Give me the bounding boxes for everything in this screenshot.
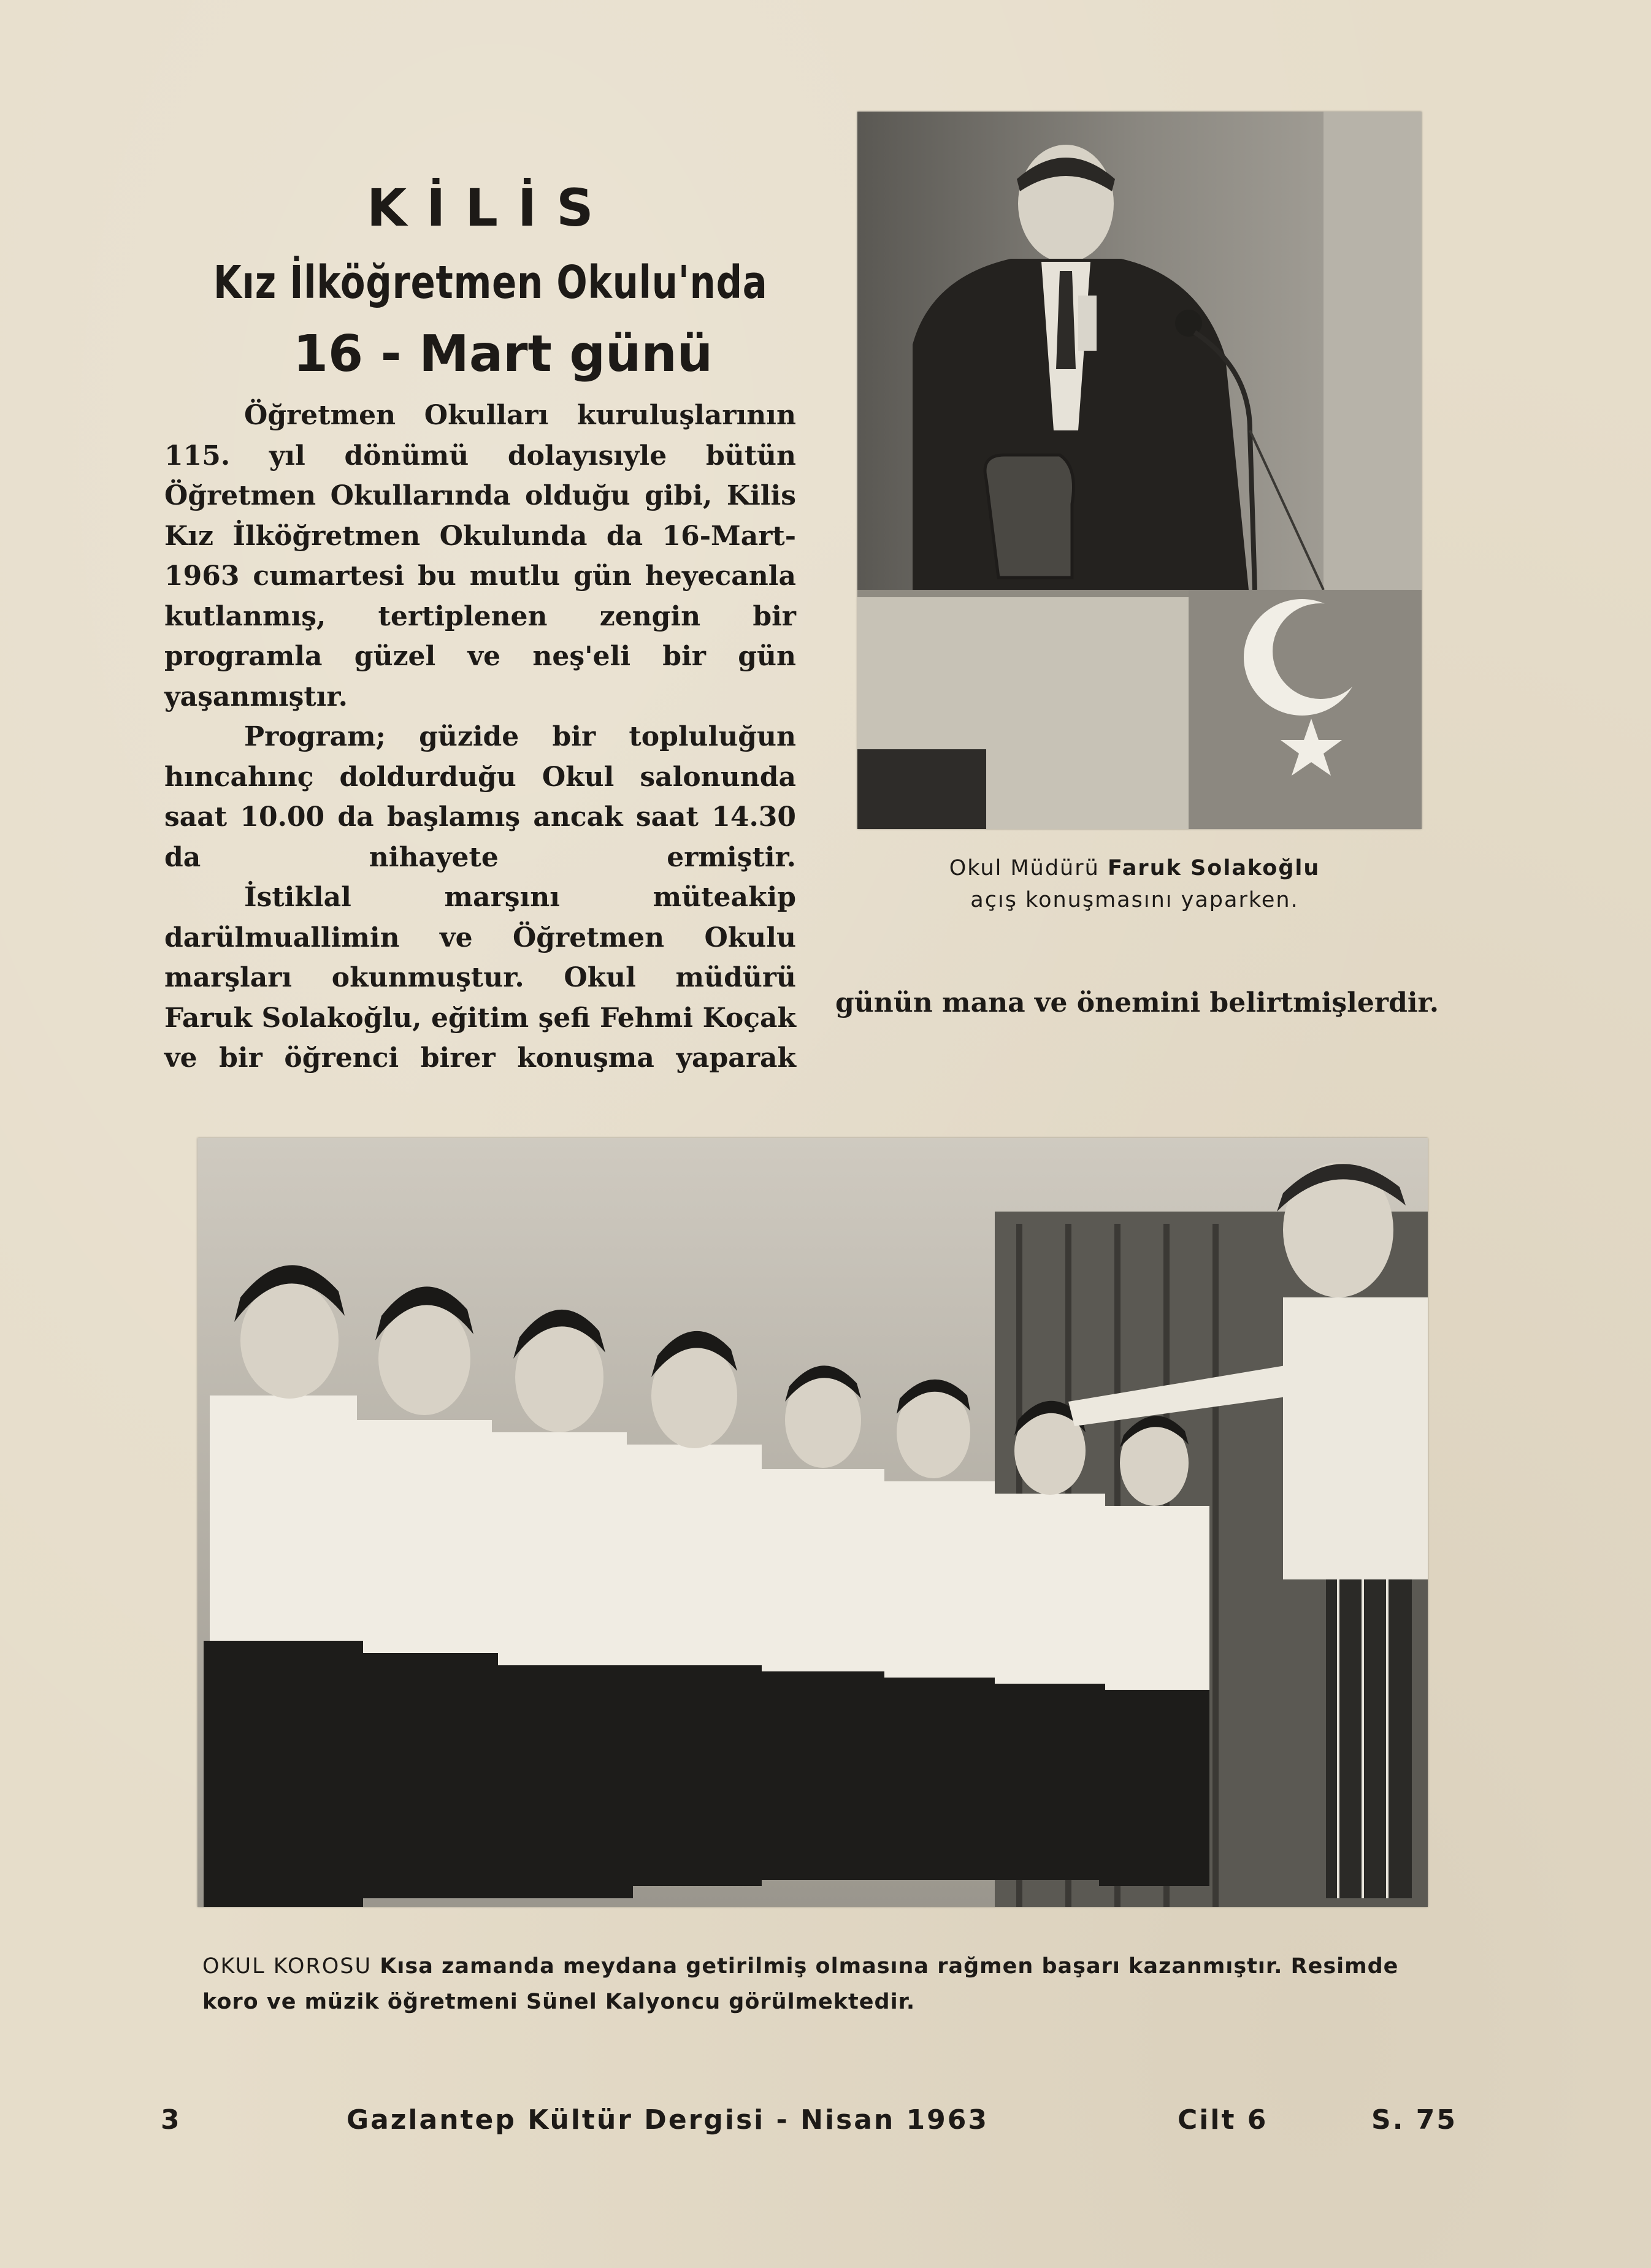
page-footer <box>0 2104 1651 2141</box>
caption-principal-name: Faruk Solakoğlu <box>1107 856 1320 880</box>
caption-teacher-name: Sünel Kalyoncu <box>526 1990 721 2014</box>
principal-speech-photo <box>857 112 1422 829</box>
caption-choir-end: görülmektedir. <box>729 1990 916 2014</box>
article-paragraph-2: Program; güzide bir topluluğun hıncahınç doldurduğu Okul salonunda saat 10.00 da başlamış ancak saat 14.30 da nihayete ermiştir. <box>164 721 796 873</box>
page-number: 3 <box>161 2104 182 2136</box>
caption-choir-text: Kısa zamanda meydana getirilmiş olmasına rağmen başarı kazanmıştır. Resimde koro ve müzik öğretmeni <box>202 1954 1399 2014</box>
article-paragraph-3: İstiklal marşını müteakip darülmuallimin ve Öğretmen Okulu marşları okunmuştur. Okul müdürü Faruk Solakoğlu, eğitim şefi Fehmi Koçak ve bir öğrenci birer konuşma yaparak <box>164 882 796 1074</box>
volume-number: Cilt 6 <box>1178 2104 1268 2136</box>
article-body-continuation: günün mana ve önemini belirtmişlerdir. <box>835 987 1439 1018</box>
choir-photo-caption <box>202 1949 1429 2020</box>
article-paragraph-1: Öğretmen Okulları kuruluşlarının 115. yıl dönümü dolayısıyle bütün Öğretmen Okullarında olduğu gibi, Kilis Kız İlköğretmen Okulunda da 16-Mart-1963 cumartesi bu mutlu gün heyecanla kutlanmış, tertiplenen zengin bir programla güzel ve neş'eli bir gün yaşanmıştır. <box>164 400 796 712</box>
principal-photo-caption <box>889 852 1380 916</box>
headline-school: Kız İlköğretmen Okulu'nda <box>213 256 768 309</box>
caption-line-2: açış konuşmasını yaparken. <box>970 888 1299 912</box>
caption-prefix: Okul Müdürü <box>949 856 1100 880</box>
article-body-left-column <box>164 395 796 1079</box>
headline-town: KİLİS <box>367 178 613 238</box>
school-choir-photo <box>197 1138 1428 1907</box>
issue-number: S. 75 <box>1371 2104 1457 2136</box>
magazine-title: Gazlantep Kültür Dergisi - Nisan 1963 <box>347 2104 989 2136</box>
headline-date: 16 - Mart günü <box>293 325 713 383</box>
caption-choir-lead: OKUL KOROSU <box>202 1954 372 1979</box>
